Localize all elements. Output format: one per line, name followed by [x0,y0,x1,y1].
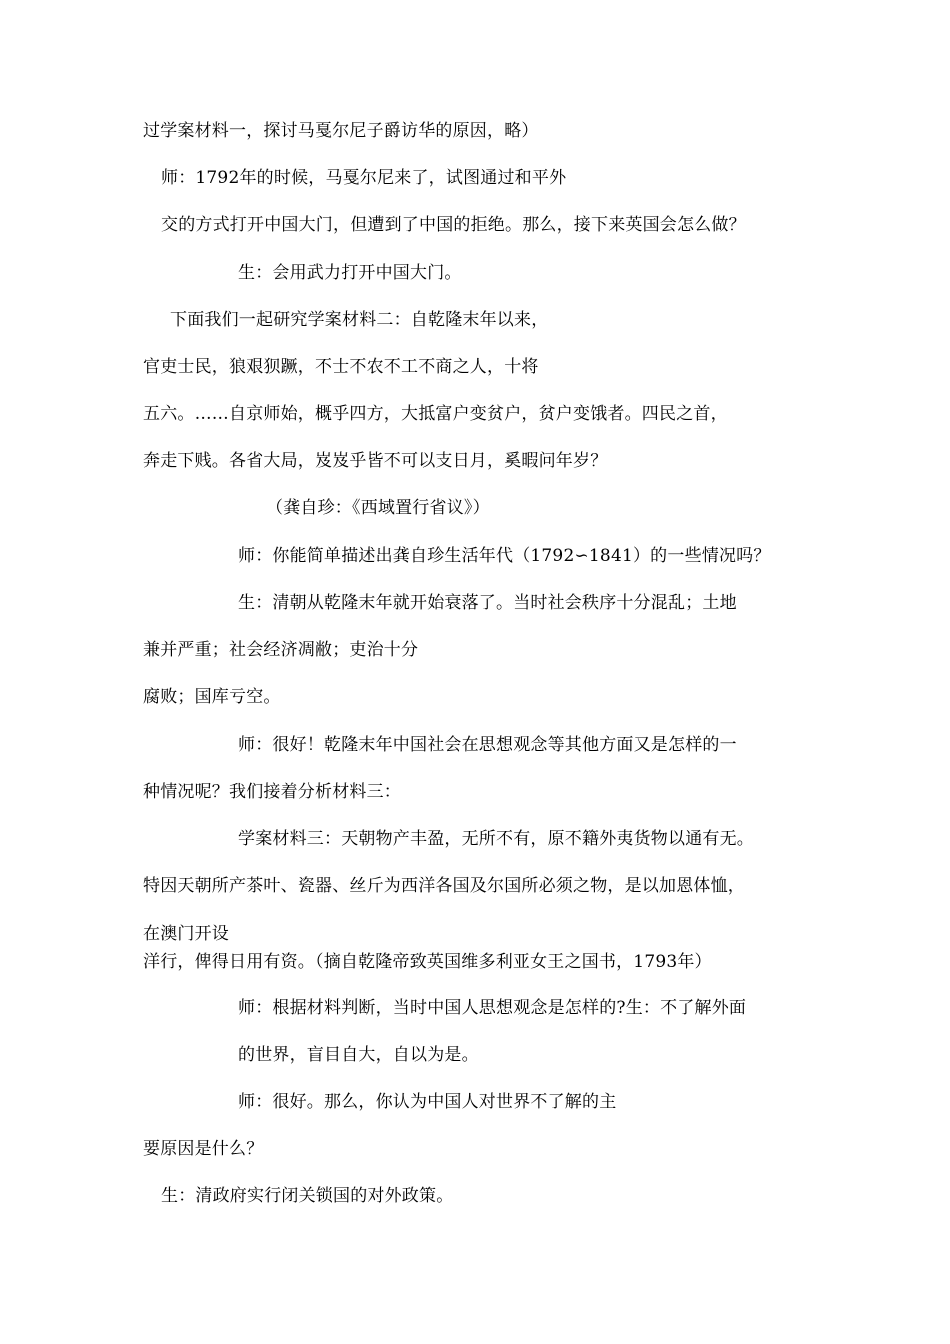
text-line: 过学案材料一，探讨马戛尔尼子爵访华的原因，略） [143,121,539,141]
text-line: 要原因是什么？ [143,1139,264,1159]
text-line: 师：你能简单描述出龚自珍生活年代（1792∽1841）的一些情况吗？ [238,546,771,566]
text-line: 种情况呢？我们接着分析材料三： [143,782,401,802]
text-line: 特因天朝所产茶叶、瓷器、丝斤为西洋各国及尔国所必须之物，是以加恩体恤， [143,876,745,896]
source-citation: （龚自珍：《西域置行省议》） [266,498,490,518]
text-line: 兼并严重；社会经济凋敝；吏治十分 [143,640,419,660]
text-line: 师：1792年的时候，马戛尔尼来了，试图通过和平外 [161,168,567,188]
text-line: 生：清朝从乾隆末年就开始衰落了。当时社会秩序十分混乱；土地 [238,593,737,613]
text-line: 在澳门开设 [143,924,229,944]
text-line: 奔走下贱。各省大局，岌岌乎皆不可以支日月，奚暇问年岁？ [143,451,608,471]
text-line: 学案材料三：天朝物产丰盈，无所不有，原不籍外夷货物以通有无。 [238,829,754,849]
text-line: 下面我们一起研究学案材料二：自乾隆末年以来， [170,310,549,330]
text-line: 洋行，俾得日用有资。（摘自乾隆帝致英国维多利亚女王之国书，1793年） [143,952,712,972]
text-line: 师：很好。那么，你认为中国人对世界不了解的主 [238,1092,617,1112]
text-line: 交的方式打开中国大门，但遭到了中国的拒绝。那么，接下来英国会怎么做？ [161,215,746,235]
text-line: 生：会用武力打开中国大门。 [238,263,462,283]
text-line: 腐败；国库亏空。 [143,687,281,707]
text-line: 的世界，盲目自大，自以为是。 [238,1045,479,1065]
text-line: 师：很好！乾隆末年中国社会在思想观念等其他方面又是怎样的一 [238,735,737,755]
text-line: 生：清政府实行闭关锁国的对外政策。 [161,1186,454,1206]
text-line: 师：根据材料判断，当时中国人思想观念是怎样的?生：不了解外面 [238,998,747,1018]
text-line: 五六。……自京师始，概乎四方，大抵富户变贫户，贫户变饿者。四民之首， [143,404,728,424]
text-line: 官吏士民，狼艰狈蹶，不士不农不工不商之人，十将 [143,357,539,377]
